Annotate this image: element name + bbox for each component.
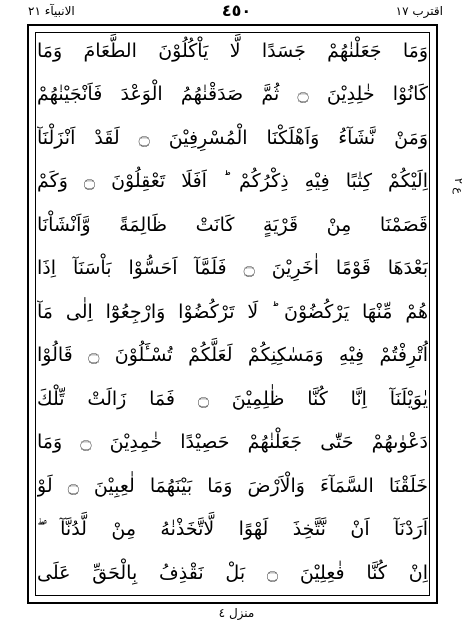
text-line-11: خَلَقْنَا السَّمَآءَ وَالْاَرْضَ وَمَا بَيْنَهُمَا لٰعِبِيْنَ ۝ لَوْ	[37, 475, 428, 497]
text-line-4: اِلَيْكُمْ كِتٰبًا فِيْهِ ذِكْرُكُمْ ؕ اَفَلَا تَعْقِلُوْنَ ۝ وَكَمْ	[37, 170, 428, 192]
text-line-2: كَانُوْا خٰلِدِيْنَ ۝ ثُمَّ صَدَقْنٰهُمُ الْوَعْدَ فَاَنْجَيْنٰهُمْ	[37, 83, 428, 105]
text-line-7: هُمْ مِّنْهَا يَرْكُضُوْنَ ؕ لَا تَرْكُضُوْا وَارْجِعُوْٓا اِلٰى مَآ	[37, 301, 428, 323]
text-line-5: قَصَمْنَا مِنْ قَرْيَةٍ كَانَتْ ظَالِمَةً وَّاَنْشَاْنَا	[37, 214, 428, 236]
juz-name: اقترب ١٧	[395, 4, 443, 18]
text-line-8: اُتْرِفْتُمْ فِيْهِ وَمَسٰكِنِكُمْ لَعَلَّكُمْ تُسْـَٔلُوْنَ ۝ قَالُوْا	[37, 344, 428, 366]
ruku-margin-mark: ع ٢	[452, 178, 465, 194]
text-line-10: دَعْوٰىهُمْ حَتّٰى جَعَلْنٰهُمْ حَصِيْدًا خٰمِدِيْنَ ۝ وَمَا	[37, 431, 428, 453]
text-line-12: اَرَدْنَآ اَنْ نَّتَّخِذَ لَهْوًا لَّاتَّخَذْنٰهُ مِنْ لَّدُنَّآ ۖ	[37, 518, 428, 540]
text-line-13: اِنْ كُنَّا فٰعِلِيْنَ ۝ بَلْ نَقْذِفُ بِالْحَقِّ عَلَى	[37, 562, 428, 584]
manzil-footer: منزل ٤	[218, 606, 255, 620]
text-line-6: بَعْدَهَا قَوْمًا اٰخَرِيْنَ ۝ فَلَمَّآ اَحَسُّوْا بَاْسَنَآ اِذَا	[37, 257, 428, 279]
page-header	[0, 0, 473, 24]
text-body	[37, 32, 428, 598]
page-number: ٤٥٠	[221, 1, 252, 20]
surah-name: الانبيآء ٢١	[28, 4, 75, 18]
page-frame	[27, 24, 438, 604]
text-line-9: يٰوَيْلَنَآ اِنَّا كُنَّا ظٰلِمِيْنَ ۝ فَمَا زَالَتْ تِّلْكَ	[37, 388, 428, 410]
text-line-3: وَمَنْ نَّشَآءُ وَاَهْلَكْنَا الْمُسْرِفِيْنَ ۝ لَقَدْ اَنْزَلْنَآ	[37, 127, 428, 149]
text-line-1: وَمَا جَعَلْنٰهُمْ جَسَدًا لَّا يَاْكُلُوْنَ الطَّعَامَ وَمَا	[37, 40, 428, 62]
